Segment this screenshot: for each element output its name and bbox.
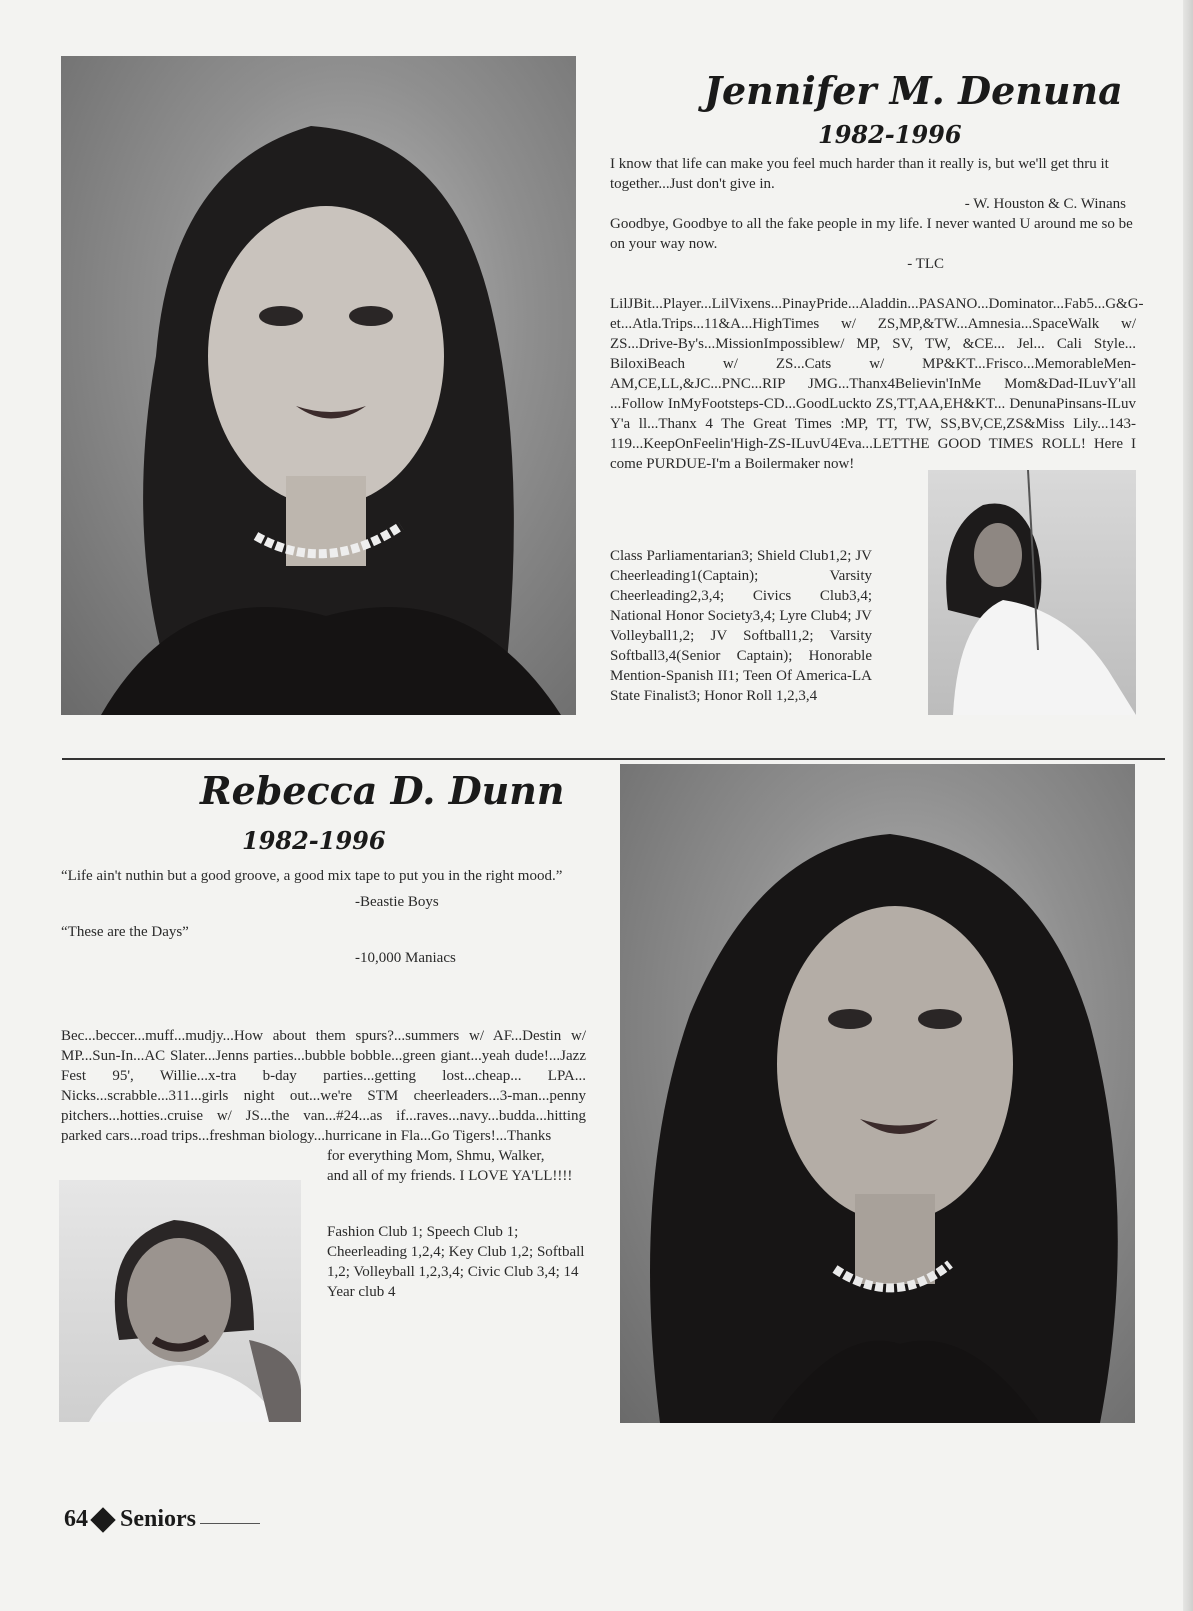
senior-message-1-continued — [610, 434, 872, 528]
diamond-icon — [90, 1507, 115, 1532]
page-spine-shadow — [1183, 0, 1193, 1611]
senior-message-1: LilJBit...Player...LilVixens...PinayPride...Aladdin...PASANO...Dominator...Fab5...G&G-et...Atla.Trips...11&A...HighTimes w/ ZS,MP,&TW...Amnesia...SpaceWalk w/ ZS...Drive-By's...MissionImpossiblew/ MP, SV, TW, &CE... Jel... Cali Style... BiloxiBeach w/ ZS...Cats w/ MP&KT...Frisco...MemorableMen-AM,CE,LL,&JC...PNC...RIP JMG...Thanx4Believin'InMe Mom&Dad-ILuvY'all ...Follow InMyFootsteps-CD...GoodLuckto ZS,TT,AA,EH&KT... DenunaPinsans-ILuv Y'a ll...Thanx 4 The Great Times :MP, TT, TW, SS,BV,CE,ZS&Miss Lily...143-119...KeepOnFeelin'High-ZS-ILuvU4Eva...LETTHE GOOD TIMES ROLL! Here I come PURDUE-I'm a Boilermaker now! — [610, 296, 1144, 472]
activities-2: Fashion Club 1; Speech Club 1; Cheerleading 1,2,4; Key Club 1,2; Softball 1,2; Volleyball 1,2,3,4; Civic Club 3,4; 14 Year club 4 — [327, 1224, 585, 1300]
senior-message-2-line-a: for everything Mom, Shmu, Walker, — [327, 1148, 545, 1164]
candid-photo-2 — [59, 1180, 301, 1422]
portrait-photo-1 — [61, 56, 576, 715]
activities-1: Class Parliamentarian3; Shield Club1,2; JV Cheerleading1(Captain); Varsity Cheerleading2,3,4; Civics Club3,4; National Honor Society3,4; Lyre Club4; JV Volleyball1,2; JV Softball1,2; Varsity Softball3,4(Senior Captain); Honorable Mention-Spanish II1; Teen Of America-LA State Finalist3; Honor Roll 1,2,3,4 — [610, 548, 872, 704]
page-number: 64 — [64, 1506, 88, 1532]
student-name-2: Rebecca D. Dunn — [200, 768, 565, 813]
candid-figure-1 — [928, 470, 1136, 715]
section-label: Seniors — [120, 1506, 197, 1532]
quote-text-1a: I know that life can make you feel much harder than it really is, but we'll get thru it together...Just don't give in. — [610, 156, 1109, 192]
quote-block-1 — [610, 154, 1134, 274]
portrait-figure-1 — [61, 56, 576, 715]
quote-author-1b: - TLC — [907, 256, 944, 272]
quote-author-1a: - W. Houston & C. Winans — [964, 196, 1126, 212]
candid-figure-2 — [59, 1180, 301, 1422]
footer-rule — [200, 1523, 260, 1524]
portrait-photo-2 — [620, 764, 1135, 1423]
senior-message-2-line-b: and all of my friends. I LOVE YA'LL!!!! — [327, 1168, 573, 1184]
quote-text-2b: “These are the Days” — [61, 924, 189, 940]
portrait-figure-2 — [620, 764, 1135, 1423]
quote-block-2 — [61, 866, 581, 968]
candid-photo-1 — [928, 470, 1136, 715]
page-footer — [64, 1506, 260, 1533]
student-name-1: Jennifer M. Denuna — [704, 68, 1123, 113]
quote-text-2a: “Life ain't nuthin but a good groove, a good mix tape to put you in the right mood.” — [61, 868, 563, 884]
quote-author-2a: -Beastie Boys — [355, 894, 439, 910]
quote-author-2b: -10,000 Maniacs — [355, 950, 456, 966]
student-years-2: 1982-1996 — [242, 826, 386, 855]
senior-message-2: Bec...beccer...muff...mudjy...How about them spurs?...summers w/ AF...Destin w/ MP...Sun-In...AC Slater...Jenns parties...bubble bobble...green giant...yeah dude!...Jazz Fest 95', Willie...x-tra b-day parties...getting lost...cheap... LPA... Nicks...scrabble...311...girls night out...we're STM cheerleaders...3-man...penny pitchers...hotties..cruise w/ JS...the van...#24...as if...raves...navy...budda...hitting parked cars...road trips...freshman biology...hurricane in Fla...Go Tigers!...Thanks — [61, 1028, 586, 1144]
section-divider — [62, 758, 1165, 760]
quote-text-1b: Goodbye, Goodbye to all the fake people in my life. I never wanted U around me so be on your way now. — [610, 216, 1133, 252]
student-years-1: 1982-1996 — [818, 120, 962, 149]
